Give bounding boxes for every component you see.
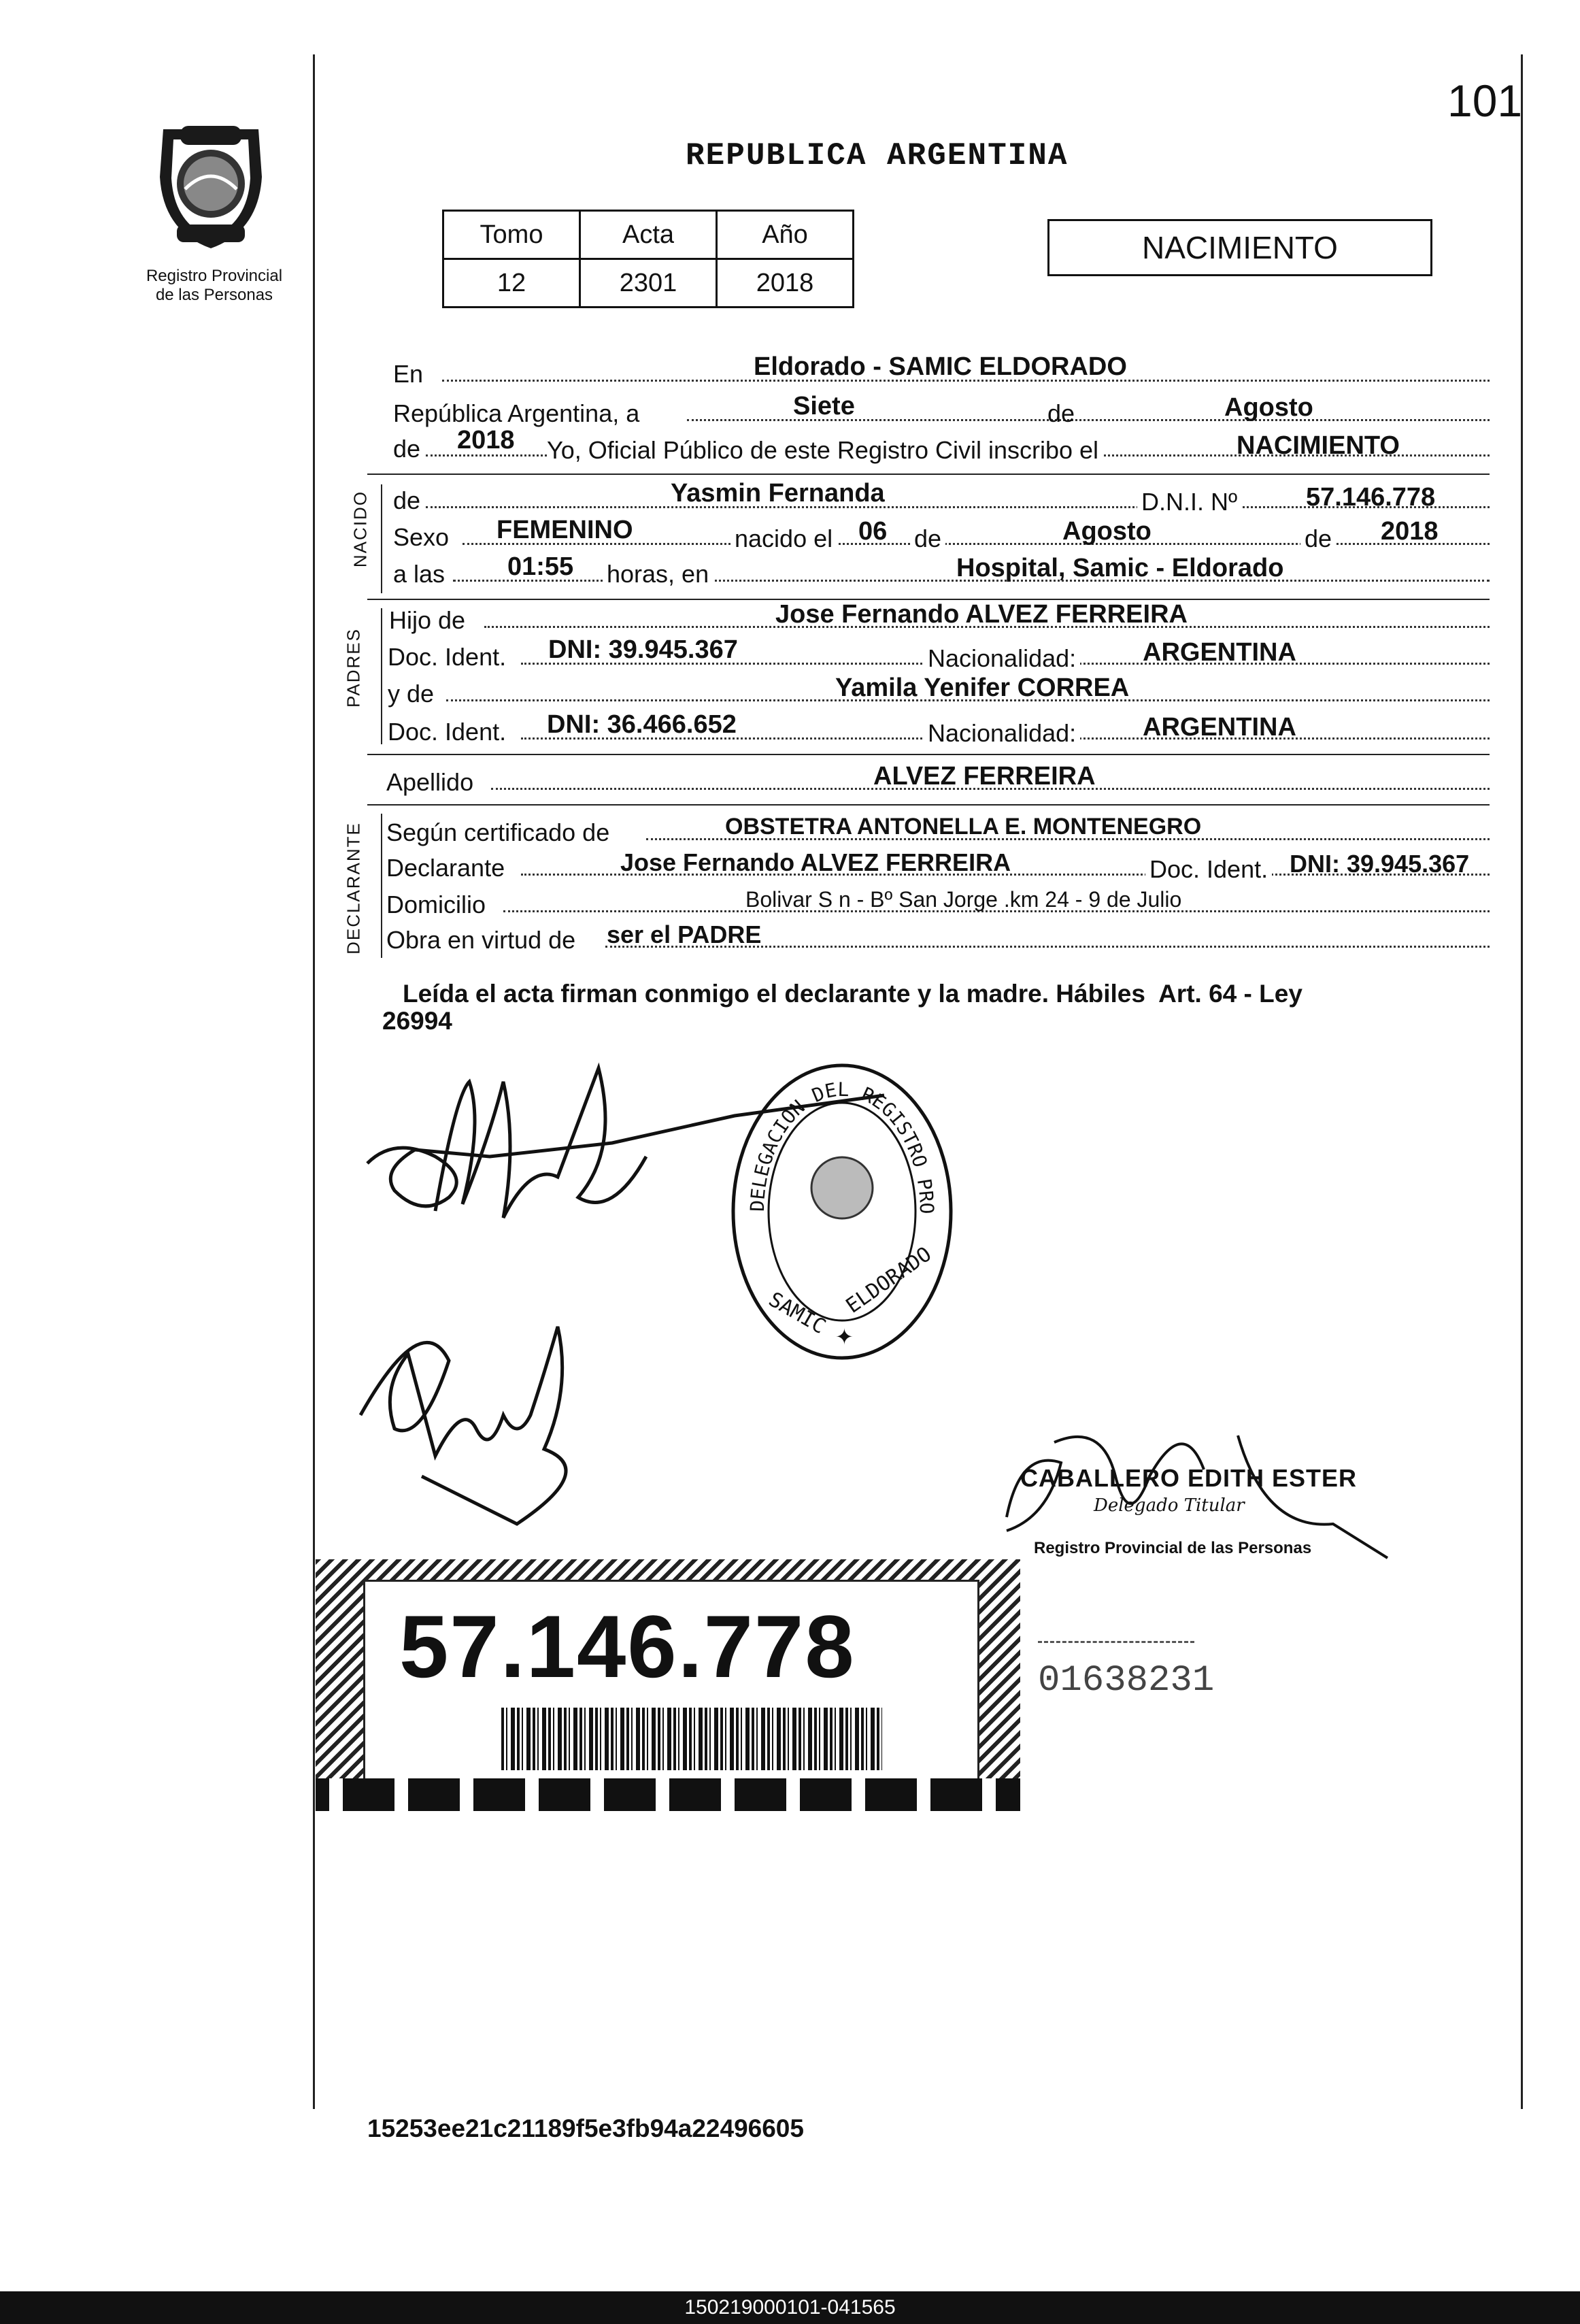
year-value: 2018 xyxy=(457,426,515,454)
birth-de-label: de xyxy=(910,527,945,551)
official-role: Delegado Titular xyxy=(1094,1495,1245,1516)
official-org: Registro Provincial de las Personas xyxy=(1034,1539,1312,1557)
serial-dashes xyxy=(1038,1641,1194,1643)
serial-number: 01638231 xyxy=(1038,1660,1215,1702)
obra-label: Obra en virtud de xyxy=(386,926,576,954)
en-value: Eldorado - SAMIC ELDORADO xyxy=(754,352,1127,381)
declarante-bracket xyxy=(381,814,382,958)
right-margin-line xyxy=(1521,54,1523,2109)
ano-header: Año xyxy=(717,211,854,259)
yde-label: y de xyxy=(388,680,435,708)
nacido-section-label: NACIDO xyxy=(350,490,371,568)
divider-intro xyxy=(367,474,1490,475)
mother-signature-icon xyxy=(340,1279,639,1551)
hijo-label: Hijo de xyxy=(389,606,466,634)
stamp-star-icon: ✦ xyxy=(835,1325,854,1349)
doc-type-box: NACIMIENTO xyxy=(1047,219,1432,276)
sexo-value: FEMENINO xyxy=(497,516,633,544)
father-nationality: ARGENTINA xyxy=(1143,638,1296,667)
logo-caption-line2: de las Personas xyxy=(155,286,273,304)
mother-nationality: ARGENTINA xyxy=(1143,713,1296,742)
doc1-label: Doc. Ident. xyxy=(388,643,507,671)
birth-de2-label: de xyxy=(1300,527,1336,551)
decl-doc-label: Doc. Ident. xyxy=(1145,857,1272,882)
declarante-section-label: DECLARANTE xyxy=(343,822,364,954)
closing-line2: 26994 xyxy=(382,1007,452,1035)
tomo-acta-ano-table xyxy=(442,210,854,308)
page-number: 101 xyxy=(1447,76,1523,126)
rep-de-label: de xyxy=(1047,399,1075,427)
registry-stamp xyxy=(726,1059,958,1365)
father-dni: DNI: 39.945.367 xyxy=(548,635,738,664)
apellido-label: Apellido xyxy=(386,768,474,796)
inscribo-value: NACIMIENTO xyxy=(1237,431,1400,460)
cert-value: OBSTETRA ANTONELLA E. MONTENEGRO xyxy=(725,814,1202,840)
rep-label: República Argentina, a xyxy=(393,399,640,427)
father-name: Jose Fernando ALVEZ FERREIRA xyxy=(775,600,1188,629)
decl-doc-value: DNI: 39.945.367 xyxy=(1290,850,1470,878)
sticker-pattern-row xyxy=(316,1778,1020,1811)
year-de-label: de xyxy=(393,435,421,463)
sexo-label: Sexo xyxy=(393,523,450,551)
horas-label: horas, en xyxy=(603,562,713,586)
doc2-label: Doc. Ident. xyxy=(388,718,507,746)
province-logo xyxy=(143,116,279,259)
left-margin-line xyxy=(313,54,315,2109)
stamp-inner-right: ELDORADO xyxy=(841,1242,936,1318)
tomo-header: Tomo xyxy=(443,211,580,259)
sticker-number: 57.146.778 xyxy=(399,1597,856,1696)
country-title: REPUBLICA ARGENTINA xyxy=(686,138,1069,173)
divider-apellido xyxy=(367,804,1490,806)
oval-seal-icon xyxy=(726,1059,958,1365)
logo-caption-line1: Registro Provincial xyxy=(146,267,283,285)
birth-month-value: Agosto xyxy=(1062,517,1152,546)
cert-label: Según certificado de xyxy=(386,818,610,846)
sticker-inner xyxy=(363,1580,979,1781)
stamp-inner-left: SAMIC xyxy=(764,1287,830,1340)
birth-year-value: 2018 xyxy=(1381,517,1439,546)
nacido-bracket xyxy=(381,484,382,593)
logo-caption xyxy=(116,267,313,305)
apellido-value: ALVEZ FERREIRA xyxy=(873,762,1096,791)
birth-day-value: 06 xyxy=(858,517,888,546)
nacido-el-label: nacido el xyxy=(730,527,837,551)
stamp-arc-text: DELEGACION DEL REGISTRO PRO xyxy=(745,1078,939,1214)
official-name: CABALLERO EDITH ESTER xyxy=(1020,1464,1358,1492)
footer-code: 150219000101-041565 xyxy=(0,2291,1580,2324)
nac2-label: Nacionalidad: xyxy=(924,721,1080,746)
barcode-icon xyxy=(501,1708,882,1770)
obra-value: ser el PADRE xyxy=(607,920,762,948)
newborn-name: Yasmin Fernanda xyxy=(671,479,885,508)
document-hash: 15253ee21c21189f5e3fb94a22496605 xyxy=(367,2114,804,2142)
oficial-text: Yo, Oficial Público de este Registro Civil inscribo el xyxy=(547,438,1103,463)
mother-dni: DNI: 36.466.652 xyxy=(547,710,737,739)
month-value: Agosto xyxy=(1224,393,1313,422)
acta-value: 2301 xyxy=(580,259,717,308)
tomo-value: 12 xyxy=(443,259,580,308)
dni-sticker xyxy=(316,1559,1020,1811)
dom-label: Domicilio xyxy=(386,891,486,918)
birth-place-value: Hospital, Samic - Eldorado xyxy=(956,554,1284,582)
en-label: En xyxy=(393,360,424,388)
padres-bracket xyxy=(381,608,382,744)
ano-value: 2018 xyxy=(717,259,854,308)
dni-value: 57.146.778 xyxy=(1306,483,1436,512)
padres-section-label: PADRES xyxy=(343,628,364,708)
decl-value: Jose Fernando ALVEZ FERREIRA xyxy=(620,848,1011,876)
misiones-seal-icon xyxy=(143,116,279,259)
acta-header: Acta xyxy=(580,211,717,259)
dni-label: D.N.I. Nº xyxy=(1137,490,1241,514)
decl-label: Declarante xyxy=(386,854,505,882)
dom-value: Bolivar S n - Bº San Jorge .km 24 - 9 de Julio xyxy=(745,887,1182,912)
day-value: Siete xyxy=(793,392,855,420)
closing-line1: Leída el acta firman conmigo el declarante y la madre. Hábiles Art. 64 - Ley xyxy=(403,980,1302,1008)
mother-name: Yamila Yenifer CORREA xyxy=(835,674,1130,702)
birth-time-value: 01:55 xyxy=(507,552,574,581)
alas-label: a las xyxy=(393,560,446,588)
divider-padres xyxy=(367,754,1490,755)
nacido-de-label: de xyxy=(393,486,421,514)
nac1-label: Nacionalidad: xyxy=(924,646,1080,671)
